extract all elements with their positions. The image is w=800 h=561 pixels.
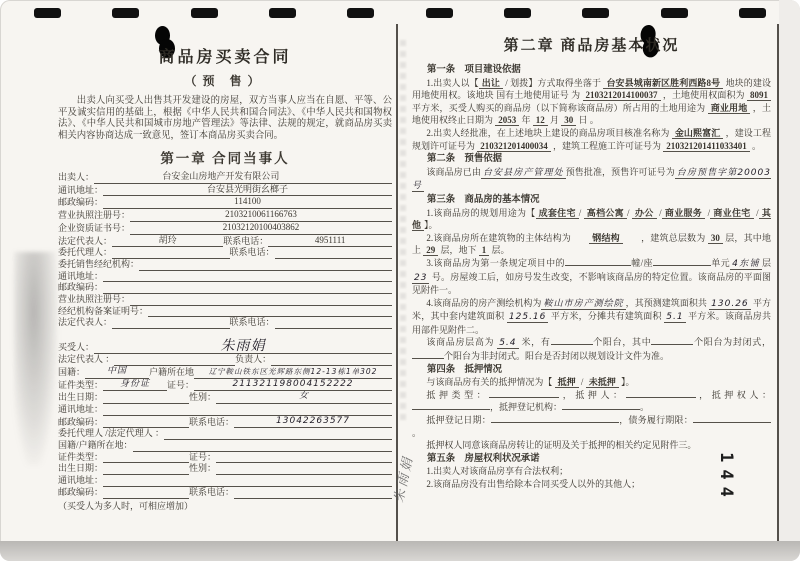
punch-mark [504,8,531,18]
form-row [58,416,392,429]
punch-mark [191,8,218,18]
underlined-value: 210321201411033401 [663,141,750,152]
text-run: 个阳台为封闭式， [693,337,771,348]
contract-paragraph [412,439,771,452]
chapter1-title: 第一章 合同当事人 [160,151,290,166]
text-run: 该商品房层高为 [426,337,498,348]
field-label: 邮政编码： [58,197,104,208]
binding-marks-row [34,8,766,18]
text-run: 第三条 商品房的基本情况 [427,194,540,205]
text-run: 抵押权人同意该商品房转让的证明及关于抵押的相关约定见附件三。 [426,440,697,451]
handwritten-value: 身份证 [103,379,167,392]
blank-field [653,257,711,266]
form-row [58,391,392,404]
field-label: 联系电话： [229,317,275,328]
underlined-value: 钢结构 [589,233,623,244]
blank-field [103,474,189,475]
field-label: 联系电话： [223,235,269,246]
field-label: 通讯地址： [58,403,104,414]
underlined-value: 未抵押 [586,377,619,388]
punch-mark [269,8,296,18]
text-run: 抵押登记日期： [426,415,491,426]
text-run: ，建筑工程施工许可证号为 [550,140,664,151]
text-run: 2.该商品房所在建筑物的主体结构为 [426,232,590,243]
spine-ghost-text [400,40,406,420]
field-value: 胡玲 [112,235,223,248]
handwritten-value: 13042263577 [234,416,392,429]
section-heading [412,153,771,166]
underlined-value: 2103212014100037 [583,90,661,101]
text-run: ，抵押权人： [695,389,771,400]
blank-field [164,439,392,440]
handwritten-value: 130.26 [711,298,749,309]
handwritten-value: 23 [414,272,428,283]
text-run: 2.出卖人经批准，在上述地块上建设的商品房项目核准名称为 [426,127,672,138]
form-row [58,487,392,499]
right-page [412,34,771,491]
field-label: 联系电话： [229,247,275,258]
section-heading [412,64,771,77]
text-run: 月 [547,115,562,126]
text-run: 层。 [489,245,510,256]
underlined-value: 1 [479,245,490,256]
field-label: 国籍/户籍所在地： [58,440,133,451]
field-value: 台安金山房地产开发有限公司 [94,171,348,184]
handwritten-value: 中国 [85,366,149,379]
chapter2-body [412,64,771,491]
text-run: 。 [749,140,762,151]
underlined-value: 210321201400034 [477,141,551,152]
underlined-value: 商业住宅 [710,208,753,219]
blank-field [651,336,693,345]
text-run: ，建筑总层数为 [622,232,708,243]
form-row [58,475,392,487]
section-heading [412,364,771,377]
text-run: 层，其中地上 [412,232,771,256]
text-run: / 划拨】方式取得坐落于 [502,77,604,88]
field-label: 通讯地址： [58,184,104,195]
field-label: 营业执照注册号： [58,294,131,305]
field-value: 2103210061166763 [130,209,392,222]
text-run: 年 [519,115,533,126]
blank-field [130,305,392,306]
punch-mark [34,8,61,18]
form-row [58,171,392,184]
underlined-value: 12 [533,115,548,126]
handwritten-value: 女 [216,391,392,404]
blank-field [489,389,559,398]
underlined-value: 金山熙富汇 [672,128,723,139]
form-row [58,379,392,392]
field-label: 法定代表人 ： [58,354,115,365]
text-run: 2.该商品房没有出售给除本合同买受人以外的其他人； [426,479,641,489]
underlined-value: 30 [708,233,723,244]
form-row [58,184,392,197]
text-run: ，抵押人： [559,389,626,400]
underlined-value: 30 [561,115,576,126]
blank-field [112,328,229,329]
blank-field [565,257,631,266]
underlined-value: 台安县城南新区胜利西路8号 [603,78,723,89]
blank-field [562,401,640,410]
presale-subtitle: （预 售） [184,74,266,88]
contract-paragraph [412,297,771,337]
handwritten-value: 211321198004152222 [194,379,392,392]
handwritten-value: 朱雨娟 [94,341,392,354]
text-run: 层，地下 [438,245,479,256]
text-run: ，其预测建筑面积共 [625,297,710,308]
blank-field [626,389,696,398]
contract-paragraph [412,389,771,414]
scan-right-margin [779,0,800,541]
blank-field [412,350,444,359]
field-label: 性别： [189,392,217,403]
form-row [58,235,392,248]
punch-mark [347,8,374,18]
text-run: 】。 [424,220,438,231]
field-label: （买受人为多人时，可相应增加） [58,500,194,511]
field-label: 经纪机构备案证明号： [58,305,149,316]
handwritten-value: 辽宁鞍山铁东区光辉路东侧12-13栋1单302 [194,366,392,379]
text-run: 平方米，买受人购买的商品房（以下简称该商品房）所占用的土地用途为 [412,102,708,113]
field-label: 联系电话： [189,416,235,427]
left-page [58,44,392,512]
form-row [58,463,392,475]
field-label: 出生日期： [58,463,104,474]
field-label: 买受人： [58,342,95,353]
form-row [58,222,392,235]
underlined-value: 办公 [632,208,657,219]
field-label: 出卖人： [58,172,95,182]
page-number: 144 [715,452,736,504]
underlined-value: 抵押 [555,377,579,388]
party-form [58,171,392,512]
contract-title: 商品房买卖合同 [158,49,292,66]
field-label: 邮政编码： [58,486,104,497]
blank-field [275,258,392,259]
contract-paragraph [412,207,771,232]
text-run: / [656,207,662,218]
text-run: 抵押类型： [426,389,490,400]
contract-paragraph [412,77,771,127]
form-row [58,209,392,222]
field-label: 通讯地址： [58,475,104,486]
handwritten-value: 125.16 [508,312,547,323]
field-label: 证件类型： [58,379,104,390]
field-value: 4951111 [268,235,392,248]
text-run: 日 。 [576,115,599,126]
scan-bottom-edge [0,541,800,561]
blank-field [133,451,392,452]
field-label: 营业执照注册号： [58,210,131,221]
contract-paragraph [412,257,771,297]
underlined-value: 出让 [479,78,503,89]
text-run: 3.该商品房为第一条规定项目中的 [426,257,565,268]
punch-mark [661,8,688,18]
text-run: 第四条 抵押情况 [427,364,503,375]
text-run: / [753,207,759,218]
contract-paragraph [412,166,771,193]
field-label: 邮政编码： [58,416,104,427]
text-run: ，土地使用权终止日期为 [412,102,771,126]
blank-field [216,462,392,463]
text-run: 平方米。该商品房共用部件见附件二。 [412,311,771,335]
text-run: 1.出卖人以【 [426,77,479,88]
underlined-value: 29 [423,245,438,256]
form-row [58,428,392,440]
text-run: 单元 [710,257,731,268]
margin-signature: 朱雨娟 [391,453,417,504]
contract-paragraph [412,127,771,152]
punch-mark [739,8,766,18]
text-run: 第二条 预售依据 [427,154,503,165]
blank-field [412,401,490,410]
blank-field [693,414,771,423]
field-label: 国籍： [58,366,86,377]
punch-mark [112,8,139,18]
text-run: / [578,377,586,388]
scan-smudge [14,252,58,466]
handwritten-value: 5.1 [666,312,684,323]
text-run: 层 [761,257,771,268]
handwritten-value: 鞍山市房产测绘院 [543,298,624,309]
form-row [58,306,392,318]
text-run: 4.该商品房的房产测绘机构为 [426,297,542,308]
section-heading [412,194,771,207]
contract-paragraph [412,376,771,389]
text-run: 个阳台，其中 [592,337,652,348]
contract-paragraph [412,232,771,257]
text-run: 。 [640,402,650,413]
underlined-value: 其他 [412,207,771,231]
blank-field [275,328,392,329]
contract-paragraph [412,336,771,362]
text-run: 1.出卖人对该商品房享有合法权利； [426,466,569,477]
field-label: 负责人： [235,354,272,365]
field-label: 委托代理人： [58,247,113,258]
blank-field [234,498,392,499]
form-row [58,338,392,354]
field-value: 21032120100403862 [130,222,392,235]
blank-field [103,403,189,404]
field-label: 通讯地址： [58,270,104,281]
form-row [58,271,392,283]
form-row [58,196,392,209]
text-run: 第一条 项目建设依据 [427,65,521,75]
text-run: / [626,207,632,218]
text-run: / [578,207,584,218]
field-value: 114100 [103,196,392,209]
field-value: 台安县光明街幺榔子 [103,184,392,197]
field-label: 法定代表人： [58,235,113,246]
handwritten-value: 台房预售字第20003号 [412,167,771,192]
field-label: 联系电话： [189,486,235,497]
field-label: 委托销售经纪机构： [58,258,140,269]
form-row [58,452,392,464]
field-label: 出生日期： [58,392,104,403]
form-row [58,294,392,306]
text-run: 1.该商品房的规划用途为【 [426,207,536,218]
handwritten-value: 5.4 [499,338,517,349]
text-run: 预售批准，预售许可证号为 [565,166,675,177]
blank-field [103,293,392,294]
blank-field [103,281,392,282]
text-run: ，土地使用权面积为 [660,90,747,101]
text-run: ，建设工程规划许可证号为 [412,127,771,151]
text-run: 第五条 房屋权利状况承诺 [427,453,540,464]
underlined-value: 商业服务 [662,208,705,219]
punch-mark [426,8,453,18]
blank-field [103,486,392,487]
form-row [58,404,392,416]
underlined-value: 8091 [747,90,771,101]
chapter2-title: 第二章 商品房基本状况 [503,38,680,54]
punch-mark [582,8,609,18]
text-run: 与该商品房有关的抵押情况为【 [426,377,555,388]
text-run: 。 [412,427,422,438]
handwritten-value: 台安县房产管理处 [482,167,564,178]
underlined-value: 高档公寓 [584,208,627,219]
form-row [58,282,392,294]
text-run: 米，有 [518,337,551,348]
text-run: 平方米，其中套内建筑面积 [412,297,771,322]
form-row [58,354,392,366]
text-run: 平方米，分摊共有建筑面积 [548,311,665,322]
form-row [58,366,392,379]
underlined-value: 2053 [495,115,519,126]
form-row [58,259,392,271]
blank-field [551,336,593,345]
intro-paragraph: 出卖人向买受人出售其开发建设的房屋，双方当事人应当在自愿、平等、公平及诚实信用的基础上，根据《中华人民共和国合同法》、《中华人民共和国物权法》、《中华人民共和国城市房地产管理法》等法律、法规的规定，就商品房买卖相关内容协商达成一致意见，签订本商品房买卖合同。 [58,96,392,141]
text-run: ，抵押登记机构： [490,402,563,413]
form-row [58,501,392,513]
blank-field [103,498,189,499]
blank-field [216,474,392,475]
text-run: 该商品房已由 [426,166,481,177]
text-run: 】。 [618,377,635,388]
field-label: 证号： [189,451,217,462]
field-label: 证号： [167,379,195,390]
underlined-value: 商业用地 [708,103,751,114]
text-run: ，债务履行期限： [618,415,693,426]
text-run: / [705,207,711,218]
text-run: 地块的建设用地使用权。该地块 国有土地使用证号 为 [412,77,771,101]
field-label: 户籍所在地 [149,366,195,377]
field-label: 委托代理人 /法定代理人 ： [58,428,165,439]
field-label: 法定代表人： [58,317,113,328]
field-label: 企业资质证书号： [58,222,131,233]
form-row [58,247,392,259]
handwritten-value: 4东铺 [732,258,760,269]
field-label: 性别： [189,463,217,474]
field-label: 证件类型： [58,451,104,462]
form-row [58,440,392,452]
text-run: 幢/座 [630,257,653,268]
text-run: 个阳台为非封闭式。阳台是否封闭以规划设计文件为准。 [444,351,670,362]
underlined-value: 成套住宅 [536,208,579,219]
field-label: 邮政编码： [58,282,104,293]
contract-paragraph [412,414,771,439]
form-row [58,317,392,329]
blank-field [103,462,189,463]
blank-field [139,270,392,271]
blank-field [491,414,619,423]
text-run: 号。房屋竣工后，如房号发生改变，不影响该商品房的特定位置。该商品房的平面图见附件一。 [412,271,771,296]
